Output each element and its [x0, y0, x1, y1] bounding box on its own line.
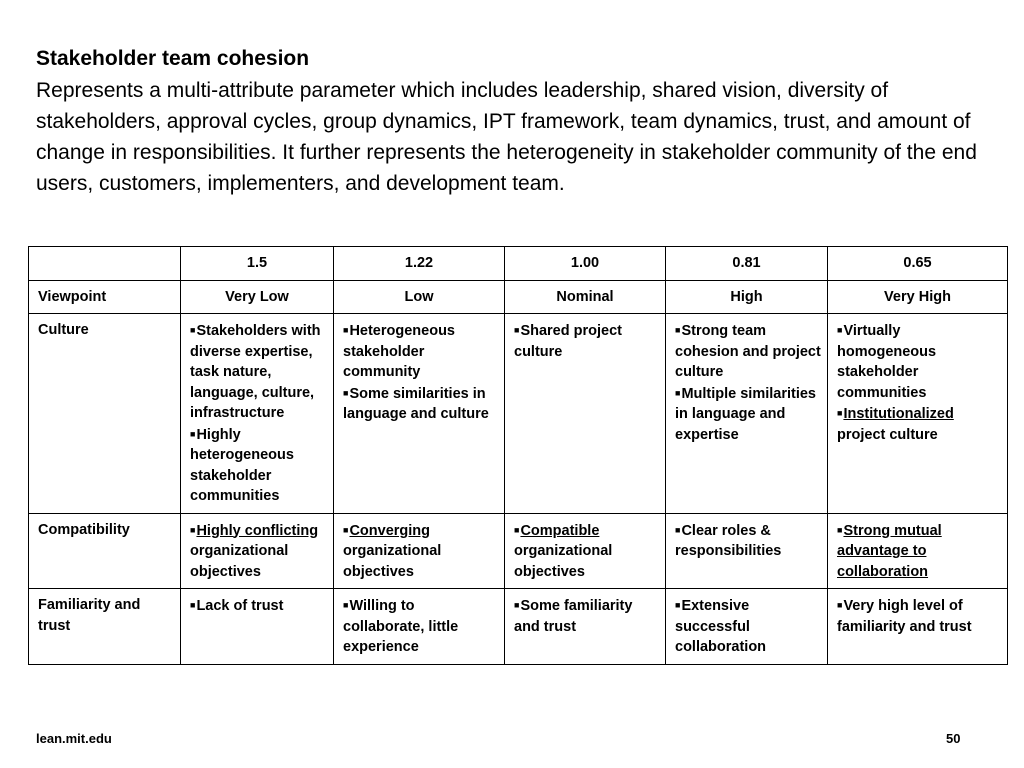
- multiplier-high: 0.81: [666, 247, 828, 281]
- list-item: ■Multiple similarities in language and expertise: [675, 385, 817, 443]
- square-bullet-icon: ■: [837, 325, 843, 335]
- square-bullet-icon: ■: [514, 600, 520, 610]
- square-bullet-icon: ■: [675, 325, 681, 335]
- page-number: 50: [946, 731, 961, 746]
- list-item: ■Heterogeneous stakeholder community: [343, 323, 455, 380]
- slide-description: Represents a multi-attribute parameter which includes leadership, shared vision, diversity of stakeholders, approval cycles, group dynamics, IPT framework, team dynamics, trust, and amount of change in responsibilities. It further represents the heterogeneity in stakeholder community of the end users, customers, implementers, and development team.: [36, 79, 977, 195]
- square-bullet-icon: ■: [190, 325, 196, 335]
- header-empty-cell: [29, 247, 181, 281]
- culture-high-cell: [666, 314, 828, 514]
- square-bullet-icon: ■: [190, 524, 196, 535]
- multiplier-very-high: 0.65: [828, 247, 1008, 281]
- square-bullet-icon: ■: [675, 387, 681, 398]
- compatibility-low-cell: [334, 513, 505, 589]
- familiarity-nominal-cell: [505, 589, 666, 665]
- square-bullet-icon: ■: [837, 524, 843, 535]
- slide-title: Stakeholder team cohesion: [36, 47, 310, 70]
- cohesion-rating-table: [28, 246, 1008, 665]
- culture-label: Culture: [29, 314, 181, 514]
- multiplier-row: [29, 247, 1008, 281]
- compatibility-row: [29, 513, 1008, 589]
- viewpoint-row: [29, 280, 1008, 314]
- list-item: ■Clear roles & responsibilities: [675, 522, 782, 559]
- level-nominal: Nominal: [505, 280, 666, 314]
- list-item: ■Strong mutual advantage to collaboration: [837, 522, 942, 580]
- compatibility-high-cell: [666, 513, 828, 589]
- familiarity-low-cell: [334, 589, 505, 665]
- viewpoint-label: Viewpoint: [29, 280, 181, 314]
- list-item: ■Shared project culture: [514, 323, 622, 360]
- multiplier-low: 1.22: [334, 247, 505, 281]
- square-bullet-icon: ■: [190, 600, 196, 610]
- compatibility-very-low-cell: [181, 513, 334, 589]
- square-bullet-icon: ■: [675, 600, 681, 610]
- list-item: ■Some similarities in language and culture: [343, 385, 489, 422]
- list-item: ■Institutionalized project culture: [837, 406, 954, 443]
- level-very-low: Very Low: [181, 280, 334, 314]
- familiarity-label: Familiarity and trust: [29, 589, 181, 665]
- multiplier-nominal: 1.00: [505, 247, 666, 281]
- culture-very-high-cell: [828, 314, 1008, 514]
- list-item: ■Very high level of familiarity and trust: [837, 598, 972, 635]
- list-item: ■Stakeholders with diverse expertise, task nature, language, culture, infrastructure: [190, 323, 321, 421]
- familiarity-row: [29, 589, 1008, 665]
- familiarity-very-low-cell: [181, 589, 334, 665]
- square-bullet-icon: ■: [343, 387, 349, 398]
- square-bullet-icon: ■: [343, 524, 349, 535]
- square-bullet-icon: ■: [190, 428, 196, 439]
- list-item: ■Virtually homogeneous stakeholder communities: [837, 323, 937, 401]
- list-item: ■Some familiarity and trust: [514, 598, 633, 635]
- list-item: ■Highly conflicting organizational objectives: [190, 522, 319, 580]
- list-item: ■Willing to collaborate, little experience: [343, 598, 459, 655]
- culture-very-low-cell: [181, 314, 334, 514]
- list-item: ■Highly heterogeneous stakeholder communities: [190, 426, 294, 504]
- culture-row: [29, 314, 1008, 514]
- list-item: ■Strong team cohesion and project culture: [675, 323, 821, 380]
- square-bullet-icon: ■: [837, 408, 843, 418]
- footer-site: lean.mit.edu: [36, 731, 112, 746]
- level-high: High: [666, 280, 828, 314]
- compatibility-nominal-cell: [505, 513, 666, 589]
- square-bullet-icon: ■: [837, 600, 843, 610]
- square-bullet-icon: ■: [343, 325, 349, 335]
- list-item: ■Lack of trust: [190, 598, 284, 614]
- familiarity-very-high-cell: [828, 589, 1008, 665]
- compatibility-very-high-cell: [828, 513, 1008, 589]
- compatibility-label: Compatibility: [29, 513, 181, 589]
- list-item: ■Converging organizational objectives: [343, 522, 442, 580]
- familiarity-high-cell: [666, 589, 828, 665]
- list-item: ■Compatible organizational objectives: [514, 522, 613, 580]
- square-bullet-icon: ■: [343, 600, 349, 610]
- culture-nominal-cell: [505, 314, 666, 514]
- level-low: Low: [334, 280, 505, 314]
- multiplier-very-low: 1.5: [181, 247, 334, 281]
- list-item: ■Extensive successful collaboration: [675, 598, 767, 655]
- square-bullet-icon: ■: [514, 325, 520, 335]
- culture-low-cell: [334, 314, 505, 514]
- level-very-high: Very High: [828, 280, 1008, 314]
- square-bullet-icon: ■: [514, 524, 520, 535]
- square-bullet-icon: ■: [675, 524, 681, 535]
